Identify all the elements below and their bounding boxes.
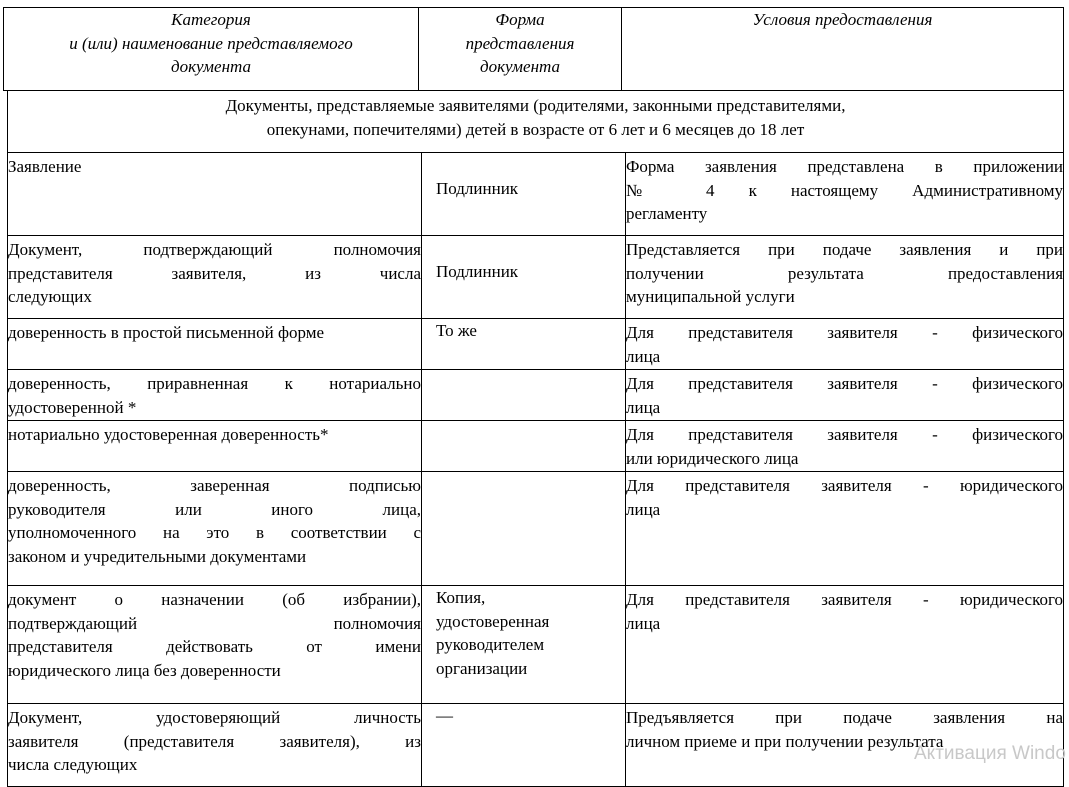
cell-text-line: заявителя (представителя заявителя), из bbox=[8, 731, 421, 751]
document-name-cell bbox=[8, 236, 422, 319]
cell-text-line: Заявление bbox=[8, 157, 82, 176]
cell-text-line: доверенность, заверенная подписью bbox=[8, 476, 421, 495]
document-form-cell bbox=[422, 704, 626, 787]
cell-text-line: лица bbox=[626, 397, 661, 417]
cell-text-line: То же bbox=[436, 321, 477, 340]
cell-text-line: Документ, подтверждающий полномочия bbox=[8, 240, 421, 259]
table-row bbox=[8, 586, 1064, 704]
cell-text-line: Для представителя заявителя - физического bbox=[626, 425, 1064, 444]
table-row bbox=[8, 704, 1064, 787]
cell-text-line: доверенность, приравненная к нотариально bbox=[8, 374, 421, 393]
document-name-cell bbox=[8, 370, 422, 421]
document-name-cell bbox=[8, 421, 422, 472]
document-form-cell bbox=[422, 472, 626, 586]
cell-text-line: Для представителя заявителя - юридического bbox=[626, 590, 1064, 609]
cell-text-line: Для представителя заявителя - юридического bbox=[626, 476, 1064, 495]
section-title: Документы, представляемые заявителями (родителями, законными представителями, опекунами, попечителями) детей в возрасте от 6 лет и 6 месяцев до 18 лет bbox=[8, 91, 1064, 153]
cell-text-line: лица bbox=[626, 346, 661, 366]
table-row bbox=[8, 319, 1064, 370]
document-form-cell bbox=[422, 153, 626, 236]
cell-text-line: № 4 к настоящему Административному bbox=[626, 180, 1064, 200]
cell-text-line: Копия, bbox=[436, 588, 486, 607]
cell-text-line: следующих bbox=[8, 287, 92, 306]
cell-text-line: регламенту bbox=[626, 204, 708, 223]
table-row bbox=[8, 472, 1064, 586]
cell-text-line: уполномоченного на это в соответствии с bbox=[8, 523, 421, 542]
header-category: Категория и (или) наименование представляемого документа bbox=[4, 8, 419, 91]
section-title-row bbox=[8, 91, 1064, 153]
cell-text-line: руководителя или иного лица, bbox=[8, 499, 421, 519]
cell-text-line: удостоверенная bbox=[436, 611, 550, 631]
document-name-cell bbox=[8, 319, 422, 370]
cell-text-line: Форма заявления представлена в приложении bbox=[626, 157, 1064, 176]
cell-text-line: законом и учредительными документами bbox=[8, 546, 307, 566]
document-conditions-cell bbox=[626, 472, 1064, 586]
windows-activation-watermark: Активация Windo bbox=[914, 743, 1066, 764]
cell-text-line: представителя действовать от имени bbox=[8, 637, 421, 656]
cell-text-line: Подлинник bbox=[436, 261, 519, 281]
header-row bbox=[4, 8, 1064, 91]
header-conditions: Условия предоставления bbox=[622, 8, 1064, 91]
cell-text-line: муниципальной услуги bbox=[626, 287, 795, 306]
document-conditions-cell bbox=[626, 153, 1064, 236]
document-conditions-cell bbox=[626, 319, 1064, 370]
cell-text-line: числа следующих bbox=[8, 755, 138, 774]
document-form-cell bbox=[422, 319, 626, 370]
cell-text-line: или юридического лица bbox=[626, 448, 799, 468]
cell-text-line: удостоверенной * bbox=[8, 397, 137, 417]
document-form-cell bbox=[422, 586, 626, 704]
cell-text-line: документ о назначении (об избрании), bbox=[8, 590, 421, 609]
cell-text-line: Подлинник bbox=[436, 178, 519, 198]
documents-table bbox=[7, 90, 1064, 787]
document-conditions-cell bbox=[626, 236, 1064, 319]
document-form-cell bbox=[422, 236, 626, 319]
document-name-cell bbox=[8, 153, 422, 236]
table-header bbox=[3, 7, 1064, 91]
cell-text-line: юридического лица без доверенности bbox=[8, 660, 281, 680]
document-conditions-cell bbox=[626, 586, 1064, 704]
cell-text-line: личном приеме и при получении результата bbox=[626, 731, 944, 751]
document-name-cell bbox=[8, 472, 422, 586]
table-row bbox=[8, 370, 1064, 421]
cell-text-line: доверенность в простой письменной форме bbox=[8, 323, 325, 342]
table-row bbox=[8, 236, 1064, 319]
cell-text-line: нотариально удостоверенная доверенность* bbox=[8, 425, 329, 444]
cell-text-line: Для представителя заявителя - физического bbox=[626, 323, 1064, 342]
cell-text-line: подтверждающий полномочия bbox=[8, 613, 421, 633]
cell-text-line: руководителем bbox=[436, 635, 545, 654]
cell-text-line: — bbox=[436, 706, 453, 725]
cell-text-line: лица bbox=[626, 613, 661, 633]
table-row bbox=[8, 421, 1064, 472]
table-row bbox=[8, 153, 1064, 236]
document-form-cell bbox=[422, 370, 626, 421]
cell-text-line: Представляется при подаче заявления и при bbox=[626, 240, 1064, 259]
document-conditions-cell bbox=[626, 421, 1064, 472]
cell-text-line: Предъявляется при подаче заявления на bbox=[626, 708, 1064, 727]
cell-text-line bbox=[436, 236, 625, 260]
cell-text-line bbox=[436, 153, 625, 177]
cell-text-line: лица bbox=[626, 499, 661, 519]
document-form-cell bbox=[422, 421, 626, 472]
cell-text-line: получении результата предоставления bbox=[626, 263, 1064, 283]
cell-text-line: Документ, удостоверяющий личность bbox=[8, 708, 421, 727]
header-form: Форма представления документа bbox=[419, 8, 622, 91]
cell-text-line: Для представителя заявителя - физического bbox=[626, 374, 1064, 393]
document-name-cell bbox=[8, 586, 422, 704]
cell-text-line: представителя заявителя, из числа bbox=[8, 263, 421, 283]
document-name-cell bbox=[8, 704, 422, 787]
document-conditions-cell bbox=[626, 370, 1064, 421]
cell-text-line: организации bbox=[436, 658, 528, 678]
